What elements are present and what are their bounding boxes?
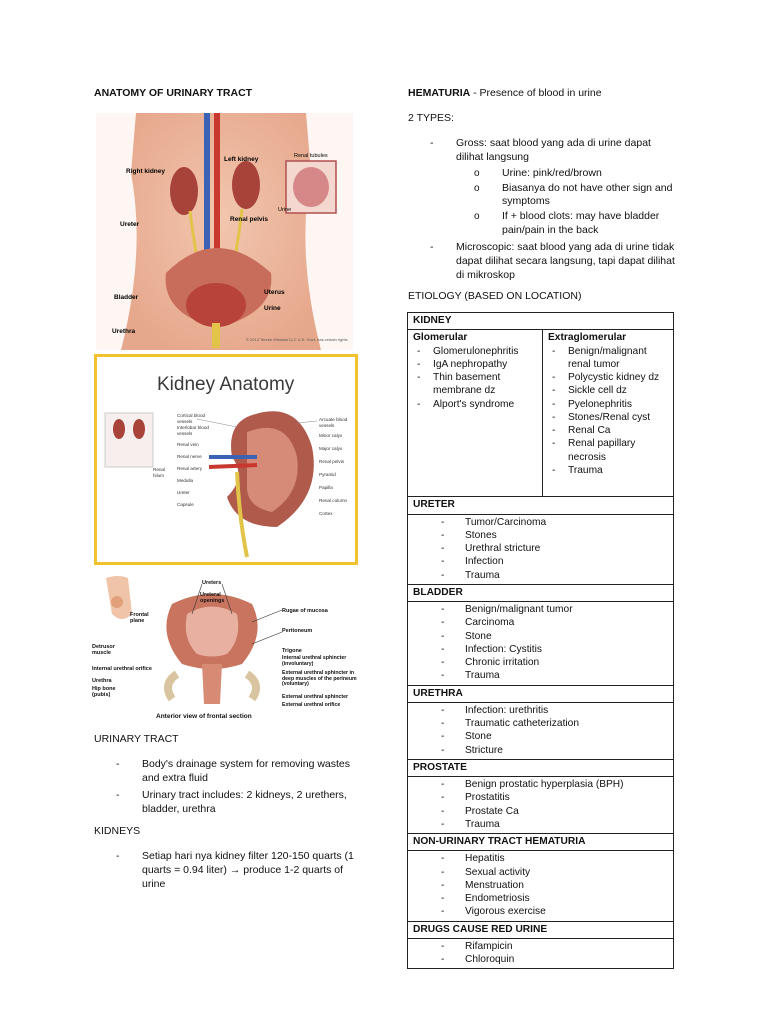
- fig1-label: Uterus: [264, 289, 285, 296]
- list-item: - Alport's syndrome: [413, 398, 537, 411]
- list-item: o Biasanya do not have other sign and symptoms: [474, 182, 680, 210]
- list-item: - Menstruation: [413, 879, 668, 892]
- fig3-label: Rugae of mucosa: [282, 608, 328, 614]
- list-item: - Trauma: [413, 669, 668, 682]
- ureter-list: [413, 516, 668, 582]
- list-item: - Stones/Renal cyst: [548, 411, 668, 424]
- fig2-right-labels: [319, 417, 353, 524]
- fig3-label: Peritoneum: [282, 628, 313, 634]
- list-item: - Rifampicin: [413, 940, 668, 953]
- fig3-label: Trigone: [282, 648, 302, 654]
- drugs-list: [413, 940, 668, 967]
- fig1-label: Left kidney: [224, 156, 259, 163]
- list-item: - Vigorous exercise: [413, 905, 668, 918]
- list-item: - Glomerulonephritis: [413, 345, 537, 358]
- fig2-label: Capsule: [177, 502, 194, 507]
- fig2-label: Renal artery: [177, 466, 203, 471]
- fig2-label: Major calyx: [319, 446, 343, 451]
- list-item: - Renal papillary necrosis: [548, 437, 668, 464]
- fig1-label: Right kidney: [126, 168, 166, 175]
- types-list: [430, 137, 680, 286]
- list-item: - Benign/malignant tumor: [413, 603, 668, 616]
- list-item: - Stones: [413, 529, 668, 542]
- fig2-label: Renal vein: [177, 442, 199, 447]
- urethra-cell: [408, 702, 674, 759]
- list-item: - Sickle cell dz: [548, 384, 668, 397]
- etiology-table: [407, 312, 674, 969]
- kidney-anatomy-figure: [94, 354, 358, 565]
- list-item: - Urinary tract includes: 2 kidneys, 2 urethers, bladder, urethra: [116, 789, 366, 817]
- fig2-renal-hilum: Renal hilum: [153, 467, 166, 479]
- list-item: - Trauma: [413, 569, 668, 582]
- urinary-system-illustration: [96, 113, 353, 350]
- fig2-label: Pyramid: [319, 472, 336, 477]
- fig3-label: Ureteral openings: [200, 592, 225, 605]
- list-item: - Trauma: [413, 818, 668, 831]
- list-item: o Urine: pink/red/brown: [474, 167, 680, 181]
- fig2-label: Renal pelvis: [319, 459, 345, 464]
- list-item: [430, 137, 680, 238]
- urinary-tract-list: [116, 758, 366, 819]
- fig2-label: Minor calyx: [319, 433, 343, 438]
- list-item: - Carcinoma: [413, 616, 668, 629]
- drugs-cell: [408, 938, 674, 969]
- anatomy-title: ANATOMY OF URINARY TRACT: [94, 87, 253, 99]
- fig1-label: Bladder: [114, 294, 139, 301]
- hematuria-title: HEMATURIA: [408, 87, 471, 99]
- list-item: - Thin basement membrane dz: [413, 371, 537, 398]
- bladder-cell: [408, 602, 674, 686]
- types-title: 2 TYPES:: [408, 112, 454, 124]
- prostate-list: [413, 778, 668, 831]
- list-item: - Benign/malignant renal tumor: [548, 345, 668, 372]
- list-item: - Sexual activity: [413, 866, 668, 879]
- fig2-label: Ureter: [177, 490, 190, 495]
- ureter-cell: [408, 514, 674, 584]
- non-urinary-cell: [408, 851, 674, 921]
- bladder-section-figure: [92, 574, 364, 726]
- kidney-diagram: [97, 357, 355, 562]
- glomerular-header: Glomerular: [413, 332, 468, 344]
- fig3-label: Detrusor muscle: [92, 644, 115, 657]
- glomerular-cell: [408, 330, 543, 497]
- list-item: - Infection: [413, 555, 668, 568]
- list-item: - Setiap hari nya kidney filter 120-150 quarts (1 quarts = 0.94 liter) → produce 1-2 quarts of urine: [116, 850, 366, 892]
- list-item: - IgA nephropathy: [413, 358, 537, 371]
- list-item: - Urethral stricture: [413, 542, 668, 555]
- list-item: - Benign prostatic hyperplasia (BPH): [413, 778, 668, 791]
- fig3-label: Urethra: [92, 678, 112, 684]
- fig2-left-labels: [177, 413, 211, 514]
- fig1-label: Ureter: [120, 221, 140, 228]
- hematuria-definition: - Presence of blood in urine: [470, 87, 602, 99]
- fig2-label: Renal nerve: [177, 454, 202, 459]
- fig3-label: External urethral sphincter: [282, 694, 349, 700]
- list-item: - Prostatitis: [413, 791, 668, 804]
- list-item: - Polycystic kidney dz: [548, 371, 668, 384]
- gross-sublist: [474, 167, 680, 238]
- list-item: - Stricture: [413, 744, 668, 757]
- fig3-label: Internal urethral sphincter (involuntary): [282, 655, 347, 667]
- list-item: - Traumatic catheterization: [413, 717, 668, 730]
- hematuria-heading: [408, 87, 602, 101]
- table-row-drugs: DRUGS CAUSE RED URINE: [408, 921, 674, 938]
- gross-text: Gross: saat blood yang ada di urine dapat dilihat langsung: [456, 137, 651, 163]
- list-item: - Infection: Cystitis: [413, 643, 668, 656]
- list-item: - Tumor/Carcinoma: [413, 516, 668, 529]
- table-row-kidney: KIDNEY: [408, 313, 674, 330]
- list-item: - Renal Ca: [548, 424, 668, 437]
- list-item: - Prostate Ca: [413, 805, 668, 818]
- extraglomerular-cell: [543, 330, 674, 497]
- list-item: - Pyelonephritis: [548, 398, 668, 411]
- list-item: - Chloroquin: [413, 953, 668, 966]
- fig3-label: Internal urethral orifice: [92, 666, 152, 672]
- list-item: o If + blood clots: may have bladder pain/pain in the back: [474, 210, 680, 238]
- extraglomerular-list: [548, 345, 668, 478]
- fig2-label: Arcuate blood vessels: [319, 417, 348, 428]
- fig3-label: Frontal plane: [130, 612, 149, 625]
- list-item: - Trauma: [548, 464, 668, 477]
- etiology-title: ETIOLOGY (BASED ON LOCATION): [408, 290, 582, 302]
- torso-diagram: [96, 113, 353, 350]
- urinary-tract-title: URINARY TRACT: [94, 733, 179, 745]
- list-item: - Body's drainage system for removing wastes and extra fluid: [116, 758, 366, 786]
- extraglomerular-header: Extraglomerular: [548, 332, 627, 344]
- prostate-cell: [408, 777, 674, 834]
- table-row-prostate: PROSTATE: [408, 759, 674, 776]
- list-item: - Stone: [413, 730, 668, 743]
- fig2-label: Renal column: [319, 498, 348, 503]
- kidneys-list: [116, 850, 366, 895]
- fig2-label: Cortical blood vessels: [177, 413, 206, 424]
- table-row-ureter: URETER: [408, 497, 674, 514]
- list-item: - Stone: [413, 630, 668, 643]
- fig2-label: Cortex: [319, 511, 333, 516]
- fig2-title: Kidney Anatomy: [157, 374, 295, 395]
- list-item: - Hepatitis: [413, 852, 668, 865]
- list-item: - Chronic irritation: [413, 656, 668, 669]
- list-item: - Endometriosis: [413, 892, 668, 905]
- list-item: - Infection: urethritis: [413, 704, 668, 717]
- fig3-caption: Anterior view of frontal section: [156, 713, 252, 720]
- fig3-label: Ureters: [202, 580, 222, 586]
- non-urinary-list: [413, 852, 668, 918]
- list-item: - Microscopic: saat blood yang ada di urine tidak dapat dilihat secara langsung, tapi dapat dilihat di mikroskop: [430, 241, 680, 283]
- fig1-label: Urethra: [112, 328, 136, 335]
- kidneys-title: KIDNEYS: [94, 825, 141, 837]
- table-row-bladder: BLADDER: [408, 584, 674, 601]
- fig3-label: External urethral orifice: [282, 702, 341, 708]
- fig2-label: Medulla: [177, 478, 194, 483]
- fig1-label: Urine: [264, 305, 281, 312]
- fig1-label: Renal pelvis: [230, 216, 268, 223]
- fig3-label: Hip bone (pubis): [92, 686, 116, 699]
- table-row-urethra: URETHRA: [408, 685, 674, 702]
- fig2-label: Interlobar blood vessels: [177, 425, 209, 436]
- urethra-list: [413, 704, 668, 757]
- table-row-non-urinary: NON-URINARY TRACT HEMATURIA: [408, 834, 674, 851]
- fig1-label: Urine: [278, 207, 292, 213]
- fig1-copyright: © 2013 Terese Winslow LLC U.S. Govt. has certain rights: [246, 337, 348, 342]
- fig3-label: External urethral sphincter in deep muscles of the perineum (voluntary): [282, 670, 357, 688]
- bladder-list: [413, 603, 668, 683]
- fig2-label: Papilla: [319, 485, 333, 490]
- glomerular-list: [413, 345, 537, 411]
- fig1-label: Renal tubules: [294, 153, 328, 159]
